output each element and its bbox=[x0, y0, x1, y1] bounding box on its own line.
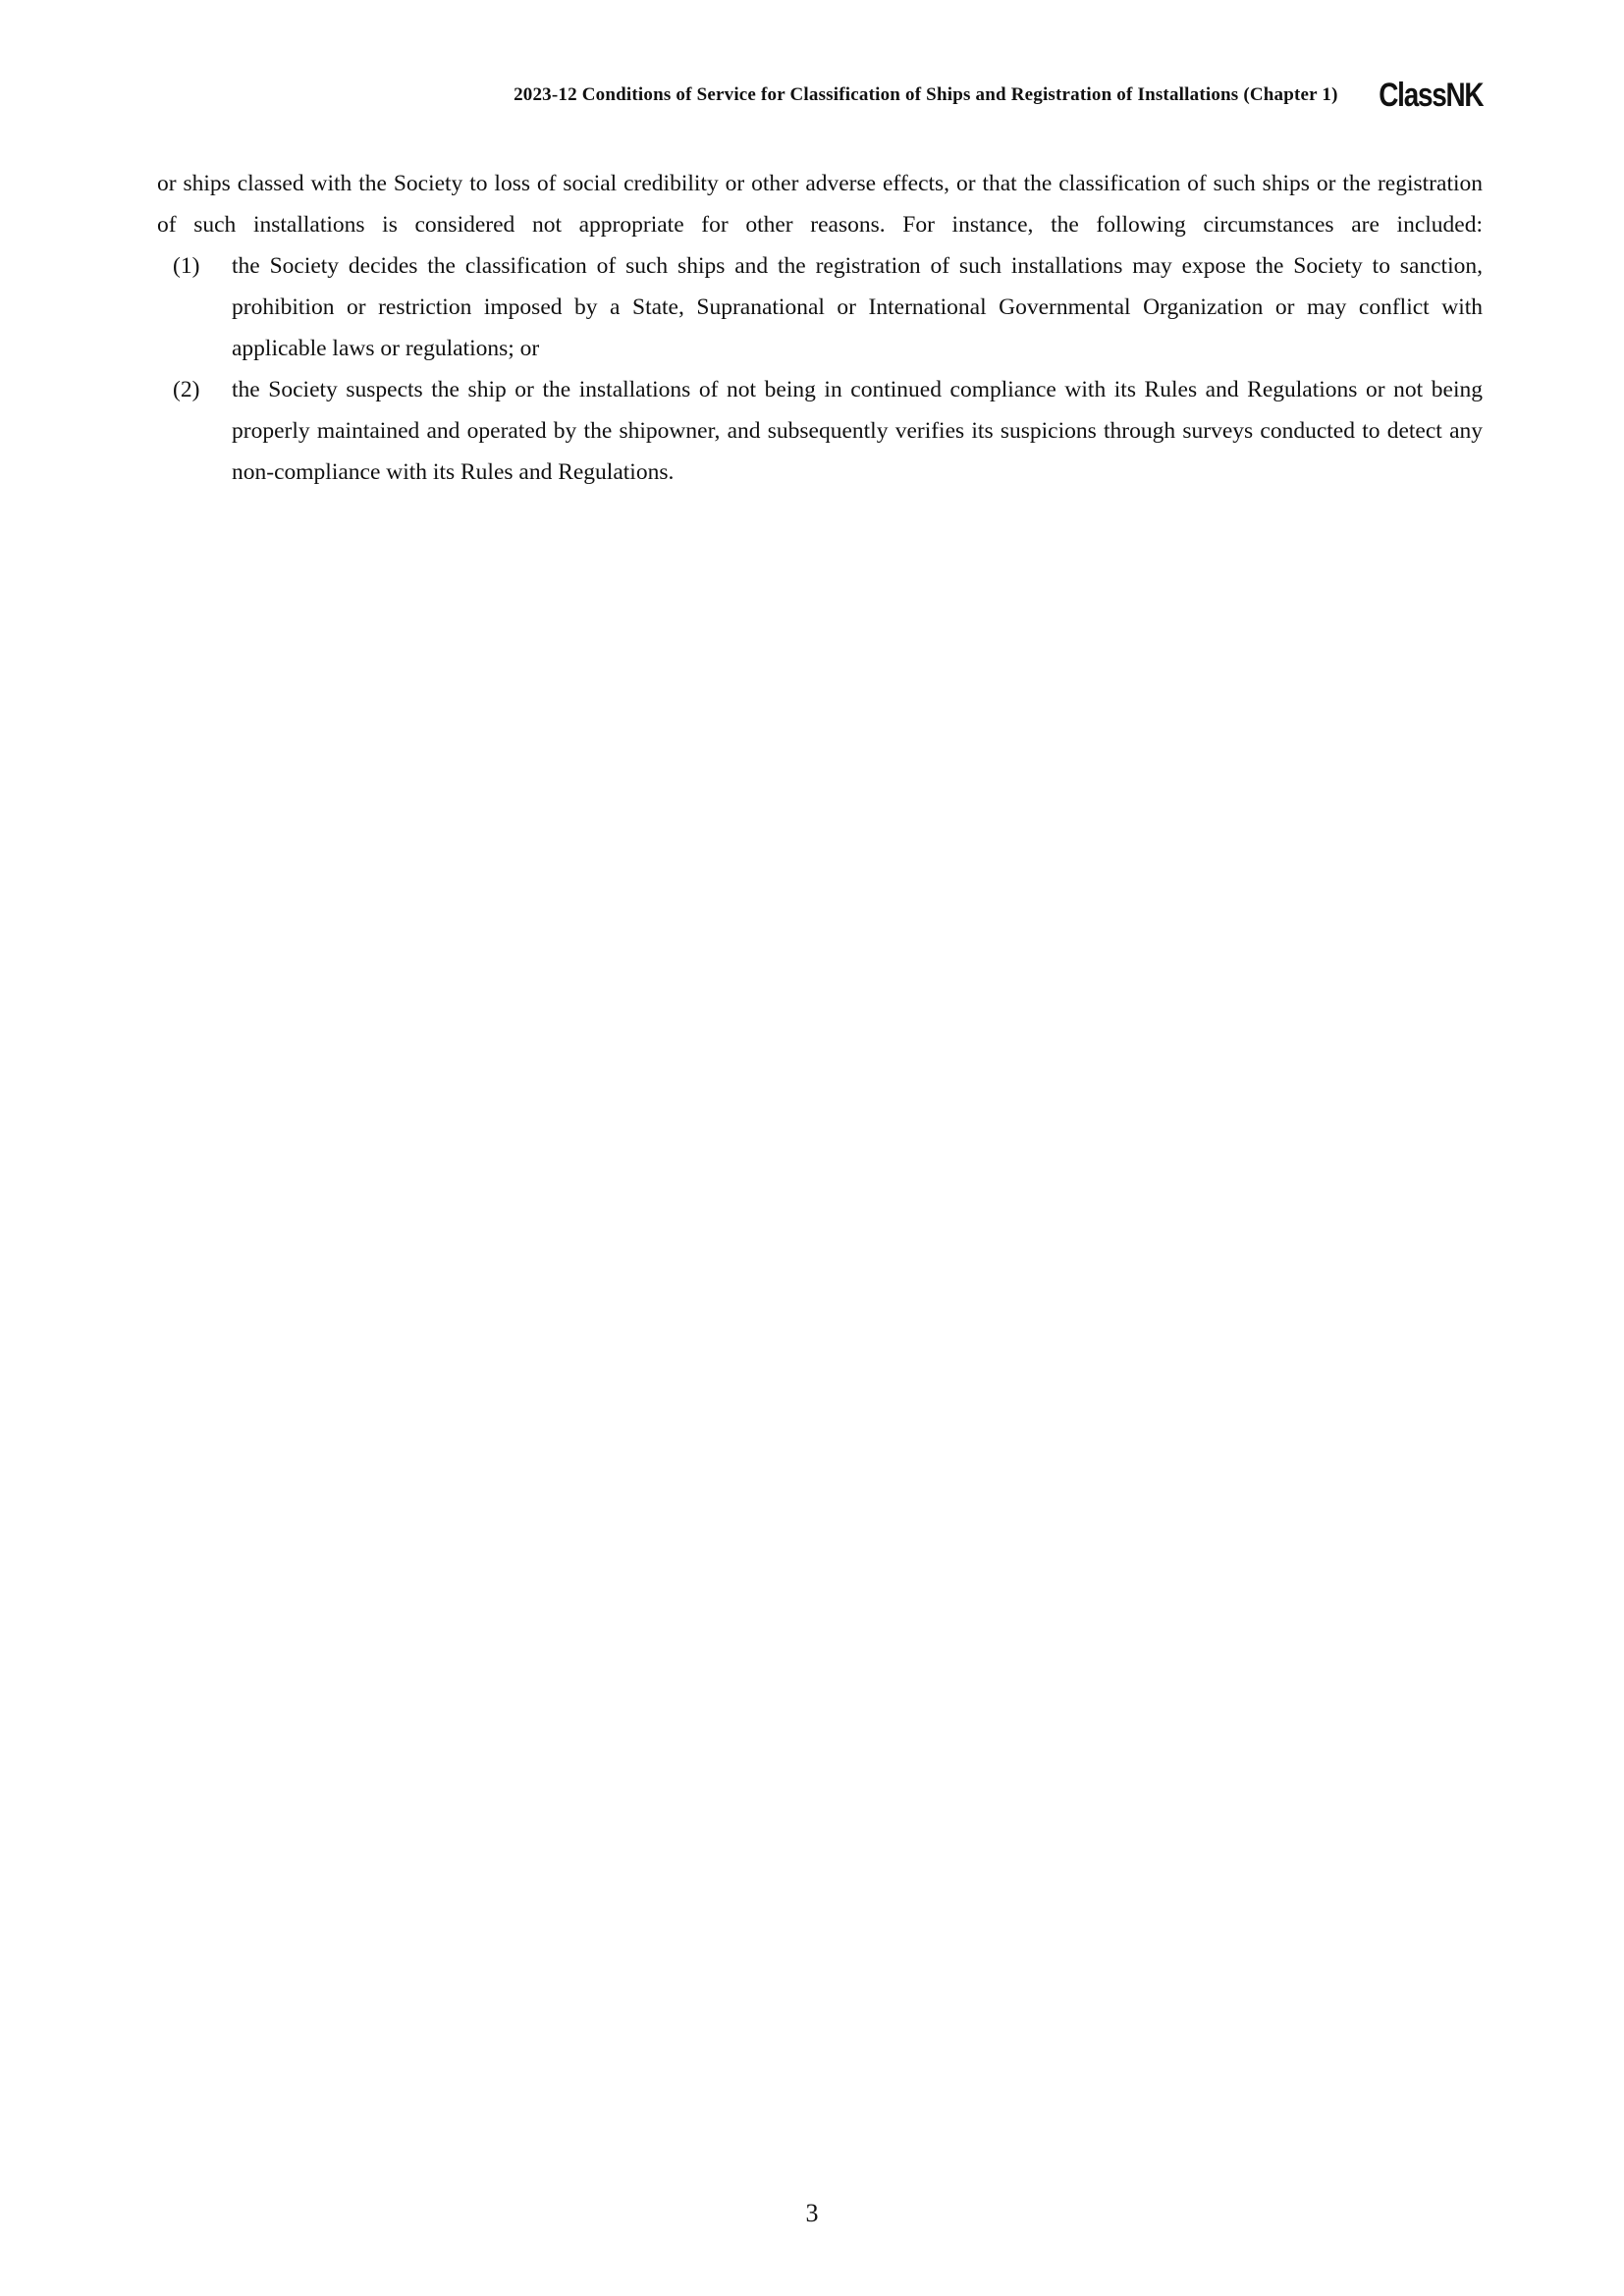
header-title: 2023-12 Conditions of Service for Classification of Ships and Registration of Installations (Chapter 1) bbox=[514, 84, 1338, 105]
intro-paragraph: or ships classed with the Society to loss of social credibility or other adverse effects, or that the classification of such ships or the registration of such installations is considered not appropriate for other reasons. For instance, the following circumstances are included: bbox=[157, 171, 1483, 238]
list-item-text: the Society suspects the ship or the installations of not being in continued compliance with its Rules and Regulations or not being properly maintained and operated by the shipowner, and subsequently verifies its suspicions through surveys conducted to detect any non-compliance with its Rules and Regulations. bbox=[232, 377, 1483, 485]
list-item bbox=[157, 369, 1483, 493]
list-item-text: the Society decides the classification of such ships and the registration of such installations may expose the Society to sanction, prohibition or restriction imposed by a State, Supranational or International Governmental Organization or may conflict with applicable laws or regulations; or bbox=[232, 253, 1483, 361]
circumstances-list bbox=[157, 245, 1483, 493]
page-number: 3 bbox=[805, 2199, 819, 2227]
document-body bbox=[157, 163, 1483, 493]
list-item-number: (1) bbox=[173, 253, 200, 279]
page-header bbox=[157, 73, 1483, 118]
list-item-number: (2) bbox=[173, 377, 200, 402]
list-item bbox=[157, 245, 1483, 369]
classnk-logo: ClassNK bbox=[1378, 77, 1483, 114]
